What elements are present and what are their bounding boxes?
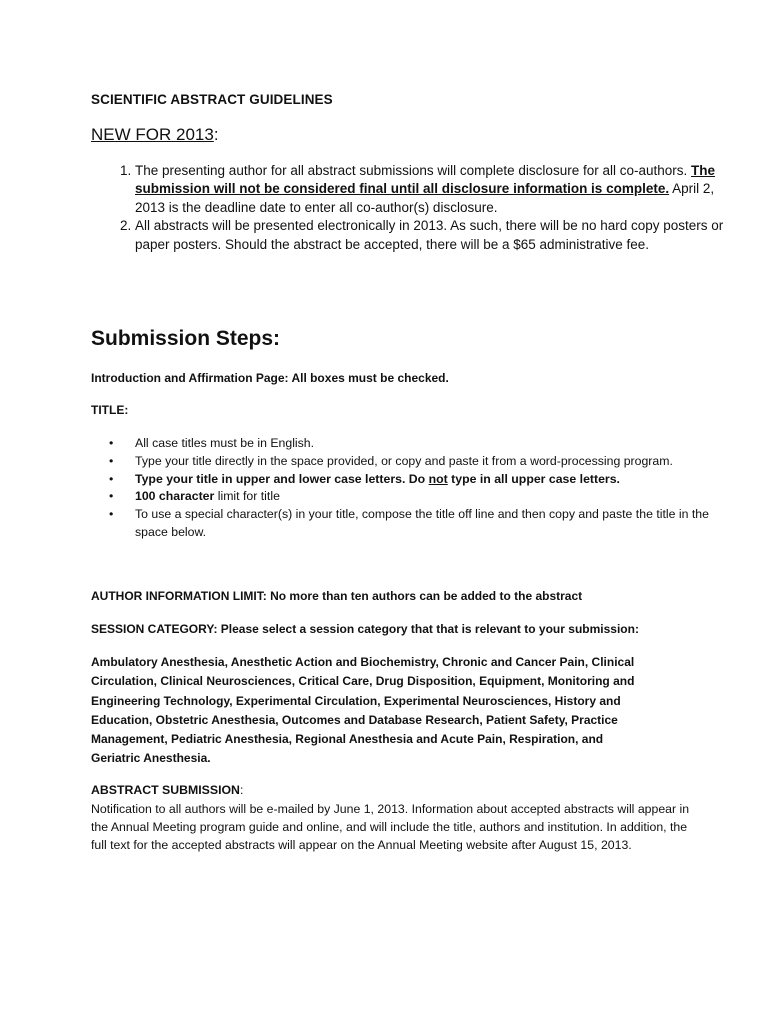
title-rule-5-text: To use a special character(s) in your title, compose the title off line and then copy and paste the title in the space below. — [135, 507, 709, 539]
new-item-1-emphasis: The submission will not be considered final until all disclosure information is complete. — [135, 163, 716, 197]
title-rule-2 — [109, 453, 735, 471]
title-rule-1 — [109, 435, 735, 453]
bullet-icon: • — [109, 489, 114, 504]
new-items-list — [91, 162, 735, 254]
title-rule-3 — [109, 471, 735, 489]
submission-steps-heading: Submission Steps: — [91, 327, 281, 350]
title-rule-3-bold-b: type in all upper case letters. — [447, 471, 620, 486]
session-category-list: Ambulatory Anesthesia, Anesthetic Action and Biochemistry, Chronic and Cancer Pain, Clinical Circulation, Clinical Neurosciences, Critical Care, Drug Disposition, Equipment, Monitoring and Engineering Technology, Experimental Circulation, Experimental Neurosciences, History and Education, Obstetric Anesthesia, Outcomes and Database Research, Patient Safety, Practice Management, Pediatric Anesthesia, Regional Anesthesia and Acute Pain, Respiration, and Geriatric Anesthesia. — [91, 655, 635, 766]
bullet-icon: • — [109, 436, 114, 450]
author-limit: AUTHOR INFORMATION LIMIT: No more than ten authors can be added to the abstract — [91, 589, 583, 603]
bullet-icon: • — [109, 507, 114, 522]
new-item-2-text: All abstracts will be presented electronically in 2013. As such, there will be no hard copy posters or paper posters. Should the abstract be accepted, there will be a $65 administrative fee. — [135, 218, 724, 252]
new-for-heading — [91, 125, 219, 145]
title-rule-3-not: not — [428, 471, 448, 486]
new-item-1-text-before: The presenting author for all abstract submissions will complete disclosure for all co-authors. — [135, 163, 691, 178]
title-rule-4-rest: limit for title — [214, 489, 280, 504]
title-rule-4-bold: 100 character — [135, 489, 215, 504]
new-item-1-text-after: April 2, 2013 is the deadline date to enter all co-author(s) disclosure. — [135, 181, 715, 215]
title-rule-5 — [109, 506, 735, 542]
abstract-submission-label: ABSTRACT SUBMISSION — [91, 783, 240, 797]
title-rule-3-bold-a: Type your title in upper and lower case letters — [135, 471, 402, 486]
abstract-submission-text: Notification to all authors will be e-mailed by June 1, 2013. Information about accepted abstracts will appear in the Annual Meeting program guide and online, and will include the title, authors and institution. In addition, the full text for the accepted abstracts will appear on the Annual Meeting website after August 15, 2013. — [91, 802, 690, 852]
title-rule-1-text: All case titles must be in English. — [135, 436, 315, 450]
session-category: SESSION CATEGORY: Please select a session category that that is relevant to your submission: — [91, 622, 639, 636]
new-item-1 — [135, 162, 735, 217]
bullet-icon: • — [109, 453, 114, 468]
title-rule-2-text: Type your title directly in the space provided, or copy and paste it from a word-processing program. — [135, 453, 673, 468]
new-item-2 — [135, 217, 735, 254]
title-label: TITLE: — [91, 403, 129, 417]
document-title: SCIENTIFIC ABSTRACT GUIDELINES — [91, 92, 333, 107]
intro-affirmation: Introduction and Affirmation Page: All boxes must be checked. — [91, 371, 449, 385]
title-rule-3-normal: . Do — [401, 471, 429, 486]
new-for-colon: : — [213, 125, 219, 144]
new-for-label: NEW FOR 2013 — [91, 125, 214, 144]
title-rules-list — [91, 435, 735, 542]
bullet-icon: • — [109, 471, 114, 486]
abstract-submission-colon: : — [239, 783, 244, 797]
title-rule-4 — [109, 488, 735, 506]
abstract-submission-heading — [91, 783, 243, 797]
